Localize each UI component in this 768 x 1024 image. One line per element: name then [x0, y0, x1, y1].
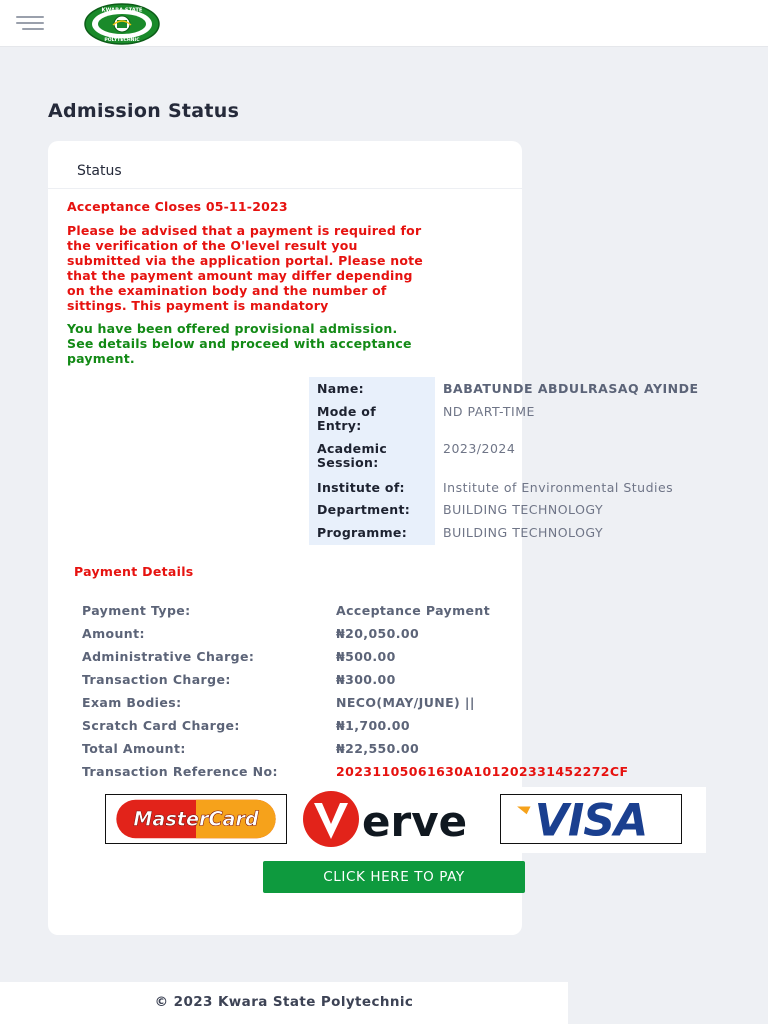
info-label: Institute of: — [317, 480, 405, 495]
verve-logo — [302, 790, 492, 848]
admission-offer-message — [67, 321, 412, 366]
notice-line: submitted via the application portal. Please note — [67, 253, 423, 268]
transaction-reference: 20231105061630A101202331452272CF — [336, 764, 629, 779]
payment-card-logos — [80, 787, 706, 853]
payment-details-title: Payment Details — [74, 564, 194, 579]
payment-row — [82, 741, 419, 756]
notice-line: Please be advised that a payment is required for — [67, 223, 422, 238]
payment-row — [82, 695, 475, 710]
info-label: Programme: — [317, 525, 407, 540]
payment-notice — [67, 223, 423, 313]
info-label: Name: — [317, 381, 364, 396]
payment-value: ₦22,550.00 — [336, 741, 420, 756]
info-row-institute — [309, 481, 673, 495]
mastercard-logo — [105, 794, 287, 844]
payment-value: ₦500.00 — [336, 649, 396, 664]
svg-text:erve: erve — [362, 797, 468, 846]
session-value: 2023/2024 — [443, 441, 516, 456]
info-row-session — [309, 442, 515, 470]
offer-line: payment. — [67, 351, 135, 366]
notice-line: sittings. This payment is mandatory — [67, 298, 329, 313]
institute-value: Institute of Environmental Studies — [443, 480, 674, 495]
department-value: BUILDING TECHNOLOGY — [443, 502, 604, 517]
info-row-name — [309, 382, 699, 396]
info-row-programme — [309, 526, 603, 540]
pay-button[interactable]: CLICK HERE TO PAY — [263, 861, 525, 893]
offer-line: See details below and proceed with acceptance — [67, 336, 412, 351]
info-label: Academic Session: — [317, 441, 388, 470]
visa-logo — [500, 794, 682, 844]
visa-text: VISA — [534, 795, 648, 844]
payment-label: Scratch Card Charge: — [82, 718, 240, 733]
logo-top-text: KWARA STATE — [101, 7, 143, 14]
student-name: BABATUNDE ABDULRASAQ AYINDE — [443, 381, 699, 396]
mode-of-entry-value: ND PART-TIME — [443, 404, 535, 419]
info-row-mode-of-entry — [309, 405, 535, 433]
payment-value: ₦1,700.00 — [336, 718, 410, 733]
offer-line: You have been offered provisional admission. — [67, 321, 398, 336]
payment-value: ₦300.00 — [336, 672, 396, 687]
polytechnic-logo[interactable] — [84, 3, 160, 45]
payment-label: Transaction Charge: — [82, 672, 231, 687]
payment-label: Amount: — [82, 626, 145, 641]
payment-value: ₦20,050.00 — [336, 626, 420, 641]
menu-icon[interactable] — [16, 14, 44, 32]
card-header: Status — [48, 141, 522, 189]
info-label: Department: — [317, 502, 411, 517]
payment-row — [82, 672, 396, 687]
payment-row — [82, 764, 628, 779]
copyright-text: © 2023 Kwara State Polytechnic — [154, 994, 414, 1010]
info-row-department — [309, 503, 603, 517]
mastercard-text: MasterCard — [133, 807, 259, 831]
payment-label: Payment Type: — [82, 603, 191, 618]
payment-row — [82, 626, 419, 641]
logo-bottom-text: POLYTECHNIC — [104, 38, 140, 43]
payment-value: NECO(MAY/JUNE) || — [336, 695, 475, 710]
payment-value: Acceptance Payment — [336, 603, 491, 618]
payment-label: Administrative Charge: — [82, 649, 255, 664]
notice-line: that the payment amount may differ depending — [67, 268, 413, 283]
payment-row — [82, 603, 490, 618]
payment-row — [82, 649, 396, 664]
top-navbar — [0, 0, 768, 47]
notice-line: on the examination body and the number of — [67, 283, 387, 298]
acceptance-deadline: Acceptance Closes 05-11-2023 — [67, 199, 288, 214]
payment-row — [82, 718, 410, 733]
notice-line: the verification of the O'level result you — [67, 238, 358, 253]
status-card — [48, 141, 699, 935]
payment-label: Exam Bodies: — [82, 695, 182, 710]
info-label: Mode of Entry: — [317, 404, 376, 433]
footer — [0, 982, 568, 1024]
page-title: Admission Status — [48, 100, 240, 122]
payment-label: Total Amount: — [82, 741, 186, 756]
programme-value: BUILDING TECHNOLOGY — [443, 525, 604, 540]
payment-label: Transaction Reference No: — [82, 764, 278, 779]
